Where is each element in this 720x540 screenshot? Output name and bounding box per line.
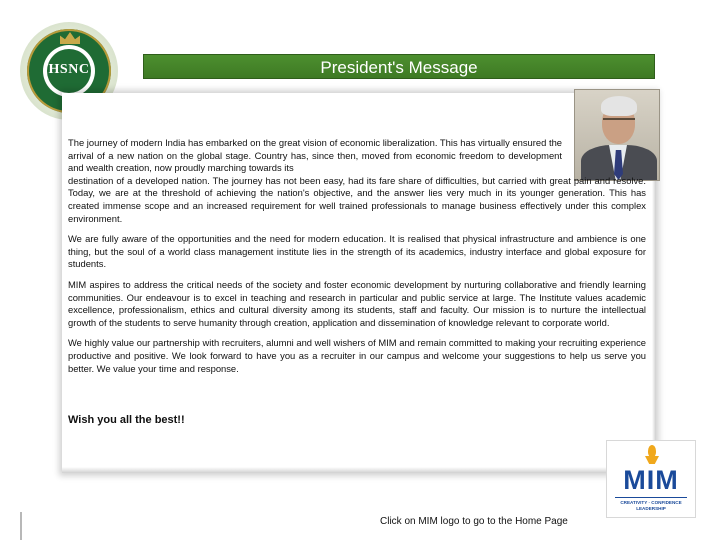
message-paragraph-1b: destination of a developed nation. The journey has not been easy, had its fare share of difficulties, but carried with great pain and resolve. Today, we are at the threshold of achieving the nation's objective, and the answer lies very much in its younger generation. This has created immense scope and an increased requirement for well trained professionals to manage business effectively under this complex environment. [68, 174, 646, 224]
sign-off: Wish you all the best!! [68, 414, 185, 426]
message-body [68, 137, 646, 383]
message-paragraph-3: MIM aspires to address the critical needs of the society and foster economic development by nurturing collaborative and friendly learning communities. Our endeavour is to excel in teaching and research in particular and public service at large. The Institute values academic excellence, professionalism, ethics and cultural diversity among its students, staff and faculty. Our mission is to nurture the intellectual growth of the students to serve humanity through creation, application and dissemination of knowledge relevant to corporate world. [68, 278, 646, 328]
message-paragraph-2: We are fully aware of the opportunities and the need for modern education. It is realised that physical infrastructure and ambience is one thing, but the soul of a world class management institute lies in the strength of its academics, industry interface and global exposure for students. [68, 233, 646, 270]
message-paragraph-1a: The journey of modern India has embarked on the great vision of economic liberalization. This has virtually ensured the arrival of a new nation on the global stage. Country has, since then, moved from economic freedom to development and wealth creation, now proudly marching towards its [68, 137, 562, 174]
torch-icon [645, 445, 659, 467]
title-banner [143, 54, 655, 79]
home-page-instruction[interactable]: Click on MIM logo to go to the Home Page [380, 516, 568, 527]
mim-logo-name: MIM [623, 465, 679, 495]
logo-text: HSNC [48, 62, 90, 77]
card-edge-bottom [62, 467, 656, 473]
page-title: President's Message [320, 58, 478, 77]
photo-glasses [603, 118, 635, 126]
photo-hair [601, 96, 637, 116]
mim-logo-divider [615, 497, 687, 498]
mim-logo-tagline-2: LEADERSHIP [636, 506, 666, 511]
left-edge-mark [20, 512, 22, 540]
mim-logo-tagline-1: CREATIVITY · CONFIDENCE [620, 500, 682, 505]
mim-logo-link[interactable] [606, 440, 696, 518]
message-paragraph-4: We highly value our partnership with recruiters, alumni and well wishers of MIM and remain committed to making your recruiting experience productive and positive. We look forward to have you as a recruiter in our campus and welcome your suggestions to help us serve you better. We value your time and response. [68, 337, 646, 374]
